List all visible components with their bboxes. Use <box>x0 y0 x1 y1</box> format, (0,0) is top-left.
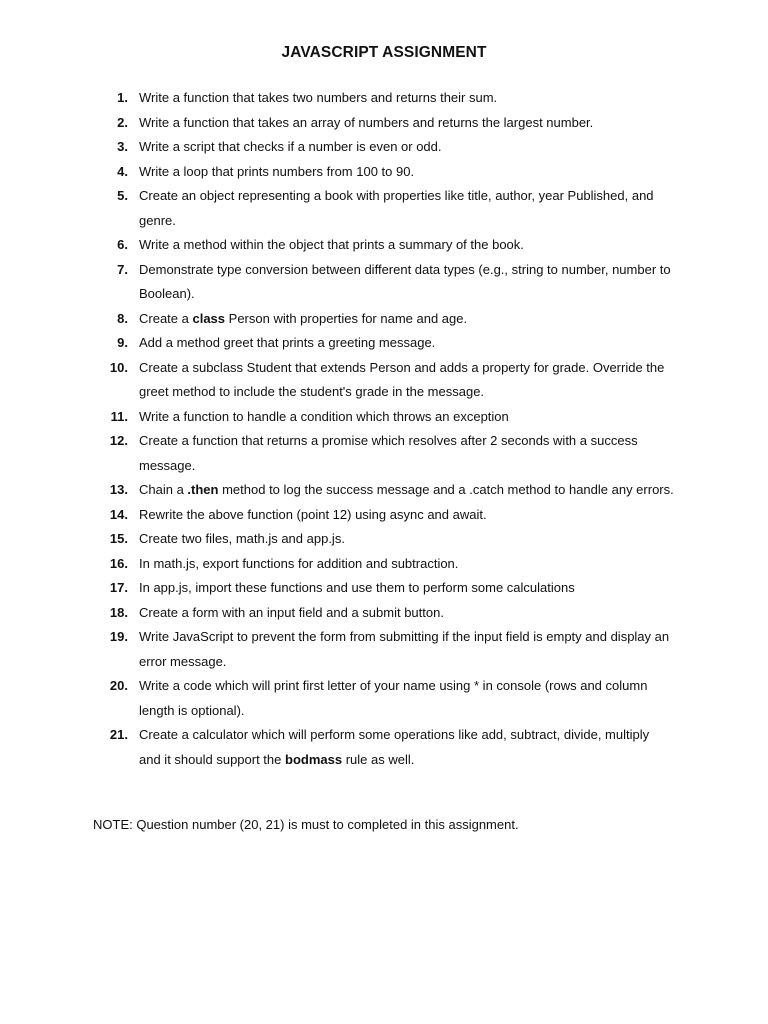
question-text-segment: Create a subclass Student that extends Person and adds a property for grade. Override the greet method to include the student's grade in the message. <box>139 359 665 399</box>
question-text <box>139 356 674 405</box>
question-item <box>0 135 768 160</box>
question-text-segment: Add a method greet that prints a greeting message. <box>139 335 436 350</box>
question-number: 13. <box>109 482 128 497</box>
question-number: 12. <box>109 433 128 448</box>
question-number: 20. <box>109 678 128 693</box>
question-item <box>0 86 768 111</box>
question-item <box>0 674 768 723</box>
question-item <box>0 184 768 233</box>
question-text-segment: In app.js, import these functions and use them to perform some calculations <box>139 580 575 595</box>
question-text-segment: Create two files, math.js and app.js. <box>139 531 345 546</box>
question-text-segment: Demonstrate type conversion between different data types (e.g., string to number, number to Boolean). <box>139 261 671 301</box>
question-text-segment: Person with properties for name and age. <box>225 310 468 326</box>
question-item <box>0 429 768 478</box>
question-text <box>139 233 674 258</box>
question-text-segment: Write JavaScript to prevent the form from submitting if the input field is empty and display an error message. <box>139 629 670 669</box>
question-list <box>0 86 768 772</box>
assignment-note: NOTE: Question number (20, 21) is must to completed in this assignment. <box>93 817 519 832</box>
question-item <box>0 552 768 577</box>
question-text <box>139 576 674 601</box>
question-number: 3. <box>117 139 128 154</box>
question-text-segment: Write a function to handle a condition which throws an exception <box>139 408 509 424</box>
question-number: 14. <box>109 506 128 522</box>
question-number: 19. <box>109 629 128 644</box>
question-item <box>0 258 768 307</box>
question-text <box>139 527 674 552</box>
question-number: 7. <box>117 261 128 277</box>
question-number: 4. <box>117 163 128 179</box>
question-text <box>139 478 674 503</box>
question-text <box>139 674 674 723</box>
question-number: 5. <box>117 188 128 203</box>
question-number: 8. <box>117 310 128 326</box>
question-text-segment: Write a loop that prints numbers from 100 to 90. <box>139 163 415 179</box>
question-text <box>139 111 674 136</box>
question-number: 16. <box>109 555 128 571</box>
question-number: 15. <box>109 531 128 546</box>
question-text-segment: Chain a <box>139 482 188 497</box>
question-item <box>0 503 768 528</box>
question-keyword: class <box>192 310 226 326</box>
question-text <box>139 625 674 674</box>
question-item <box>0 307 768 332</box>
question-number: 21. <box>109 727 128 742</box>
question-text <box>139 552 674 577</box>
question-text-segment: Create a function that returns a promise which resolves after 2 seconds with a success message. <box>139 433 638 473</box>
question-item <box>0 331 768 356</box>
question-text-segment: Rewrite the above function (point 12) using async and await. <box>139 506 487 522</box>
question-text-segment: In math.js, export functions for addition and subtraction. <box>139 555 459 571</box>
question-text <box>139 429 674 478</box>
question-text-segment: Create an object representing a book with properties like title, author, year Published, and genre. <box>139 188 654 228</box>
question-text-segment: rule as well. <box>342 751 415 767</box>
question-keyword: .then <box>187 482 219 497</box>
question-item <box>0 601 768 626</box>
question-text-segment: method to log the success message and a .catch method to handle any errors. <box>218 482 674 497</box>
question-item <box>0 576 768 601</box>
question-text-segment: Write a method within the object that prints a summary of the book. <box>139 237 524 252</box>
question-number: 18. <box>109 604 128 620</box>
question-text-segment: Write a code which will print first letter of your name using * in console (rows and column length is optional). <box>139 678 648 718</box>
question-text <box>139 160 674 185</box>
question-text-segment: Create a <box>139 310 193 326</box>
question-item <box>0 478 768 503</box>
question-text <box>139 331 674 356</box>
question-text <box>139 723 674 772</box>
question-text-segment: Create a form with an input field and a submit button. <box>139 604 444 620</box>
question-keyword: bodmass <box>285 751 343 767</box>
question-number: 10. <box>109 359 128 375</box>
question-text-segment: Write a function that takes two numbers and returns their sum. <box>139 90 498 105</box>
question-number: 2. <box>117 114 128 130</box>
question-number: 11. <box>110 408 128 424</box>
question-item <box>0 356 768 405</box>
question-number: 6. <box>117 237 128 252</box>
question-text <box>139 135 674 160</box>
question-text <box>139 601 674 626</box>
question-text-segment: Create a calculator which will perform some operations like add, subtract, divide, multiply and it should support the <box>139 727 650 767</box>
question-text <box>139 503 674 528</box>
question-text <box>139 405 674 430</box>
question-item <box>0 405 768 430</box>
question-number: 9. <box>117 335 128 350</box>
question-item <box>0 625 768 674</box>
document-title: JAVASCRIPT ASSIGNMENT <box>281 44 487 61</box>
question-item <box>0 160 768 185</box>
question-text <box>139 258 674 307</box>
question-item <box>0 527 768 552</box>
question-item <box>0 111 768 136</box>
question-number: 17. <box>109 580 128 595</box>
question-text-segment: Write a script that checks if a number is even or odd. <box>139 139 442 154</box>
question-text <box>139 307 674 332</box>
question-text-segment: Write a function that takes an array of numbers and returns the largest number. <box>139 114 594 130</box>
question-text <box>139 184 674 233</box>
question-number: 1. <box>117 90 128 105</box>
question-item <box>0 723 768 772</box>
question-text <box>139 86 674 111</box>
question-item <box>0 233 768 258</box>
